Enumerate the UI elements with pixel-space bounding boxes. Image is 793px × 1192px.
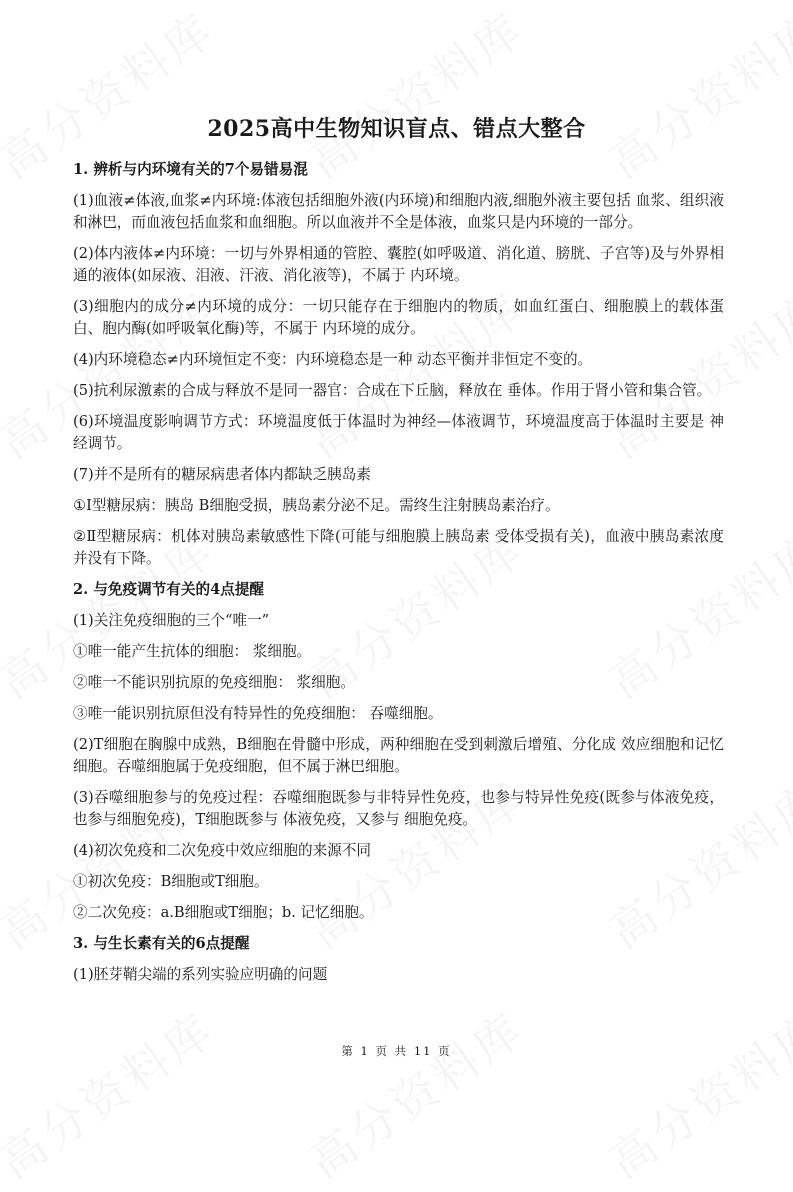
paragraph: (1)血液≠体液,血浆≠内环境:体液包括细胞外液(内环境)和细胞内液,细胞外液主要包括 血浆、组织液和淋巴，而血液包括血浆和血细胞。所以血液并不全是体液，血浆只是内环境的一部分。	[73, 192, 724, 231]
section-3	[73, 933, 724, 986]
watermark	[294, 994, 537, 1191]
paragraph: (5)抗利尿激素的合成与释放不是同一器官：合成在下丘脑，释放在 垂体。作用于肾小管和集合管。	[73, 382, 712, 399]
paragraph: ②唯一不能识别抗原的免疫细胞： 浆细胞。	[73, 674, 355, 691]
watermark	[0, 994, 226, 1191]
section-2	[73, 579, 724, 924]
paragraph: ①初次免疫：B细胞或T细胞。	[73, 873, 269, 890]
paragraph: ①Ⅰ型糖尿病：胰岛 B细胞受损，胰岛素分泌不足。需终生注射胰岛素治疗。	[73, 497, 560, 514]
paragraph: ②二次免疫：a.B细胞或T细胞；b. 记忆细胞。	[73, 904, 374, 921]
paragraph: (1)关注免疫细胞的三个“唯一”	[73, 612, 270, 629]
paragraph: ①唯一能产生抗体的细胞： 浆细胞。	[73, 643, 312, 660]
paragraph: (4)内环境稳态≠内环境恒定不变：内环境稳态是一种 动态平衡并非恒定不变的。	[73, 351, 593, 368]
paragraph: (2)T细胞在胸腺中成熟，B细胞在骨髓中形成，两种细胞在受到刺激后增殖、分化成 效应细胞和记忆细胞。吞噬细胞属于免疫细胞，但不属于淋巴细胞。	[73, 736, 724, 775]
paragraph: ②Ⅱ型糖尿病：机体对胰岛素敏感性下降(可能与细胞膜上胰岛素 受体受损有关)，血液中胰岛素浓度并没有下降。	[73, 528, 724, 567]
paragraph: (4)初次免疫和二次免疫中效应细胞的来源不同	[73, 842, 371, 859]
section-heading: 1. 辨析与内环境有关的7个易错易混	[73, 161, 308, 178]
paragraph: (6)环境温度影响调节方式：环境温度低于体温时为神经—体液调节，环境温度高于体温时主要是 神经调节。	[73, 413, 724, 452]
paragraph: (1)胚芽鞘尖端的系列实验应明确的问题	[73, 966, 328, 983]
document-body	[73, 159, 724, 995]
paragraph: (3)细胞内的成分≠内环境的成分：一切只能存在于细胞内的物质，如血红蛋白、细胞膜上的载体蛋白、胞内酶(如呼吸氧化酶)等，不属于 内环境的成分。	[73, 298, 724, 337]
section-heading: 3. 与生长素有关的6点提醒	[73, 935, 250, 952]
section-1	[73, 159, 724, 570]
section-heading: 2. 与免疫调节有关的4点提醒	[73, 581, 265, 598]
paragraph: (7)并不是所有的糖尿病患者体内都缺乏胰岛素	[73, 466, 371, 483]
watermark	[594, 994, 793, 1191]
page-footer: 第 1 页 共 11 页	[341, 1044, 452, 1058]
paragraph: (3)吞噬细胞参与的免疫过程：吞噬细胞既参与非特异性免疫，也参与特异性免疫(既参与体液免疫，也参与细胞免疫)，T细胞既参与 体液免疫，又参与 细胞免疫。	[73, 789, 724, 828]
paragraph: (2)体内液体≠内环境：一切与外界相通的管腔、囊腔(如呼吸道、消化道、膀胱、子宫等)及与外界相通的液体(如尿液、泪液、汗液、消化液等)，不属于 内环境。	[73, 245, 724, 284]
paragraph: ③唯一能识别抗原但没有特异性的免疫细胞： 吞噬细胞。	[73, 705, 443, 722]
page-title: 2025高中生物知识盲点、错点大整合	[207, 116, 586, 142]
